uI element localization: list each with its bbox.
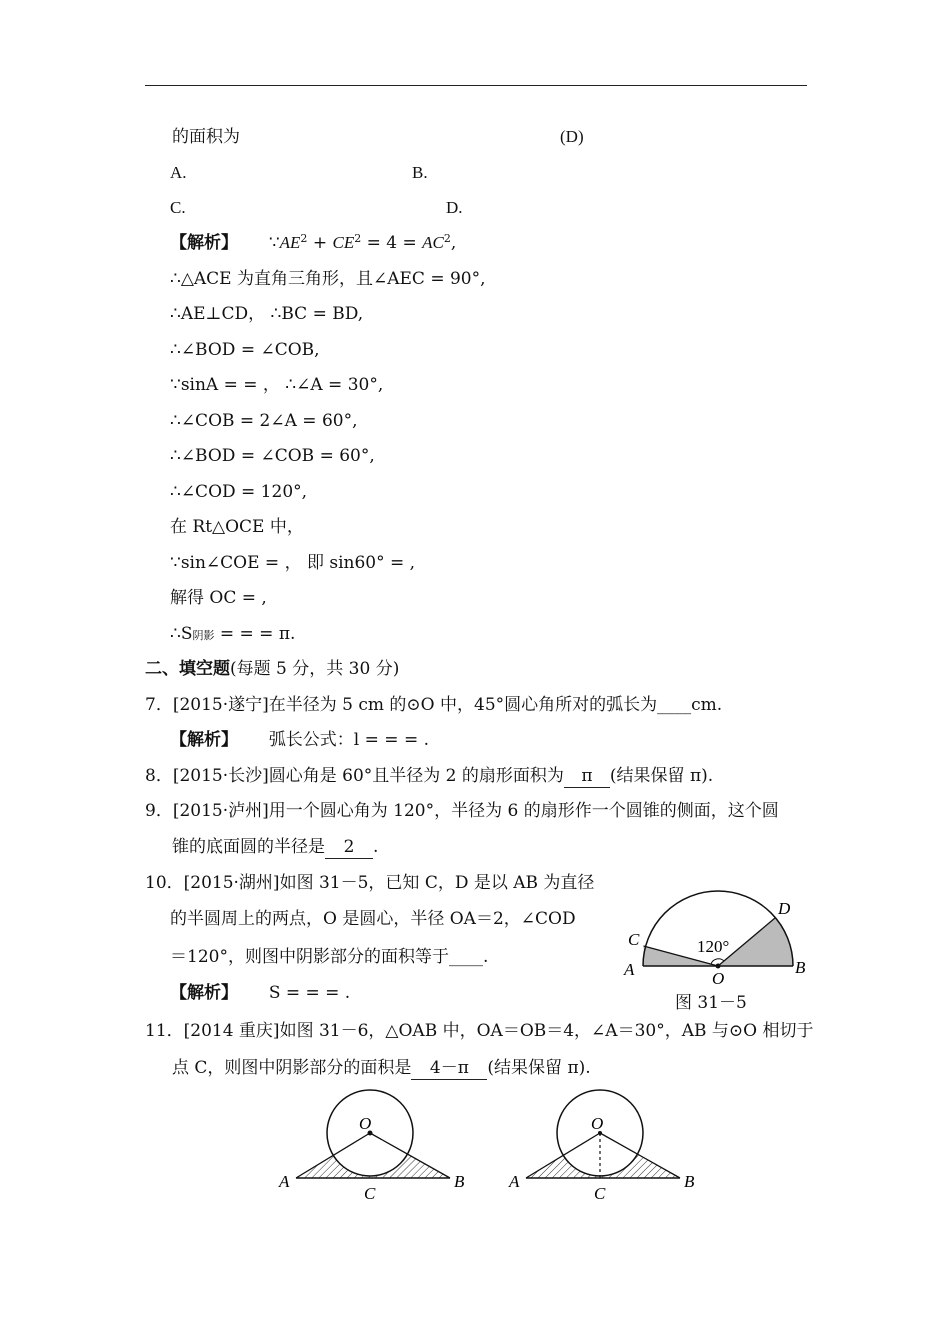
q6-solution-line-1: 【解析】 $\because AE^2 + CE^2 = 4 = AC^2$, <box>170 232 457 253</box>
figure-31-6-right <box>508 1090 695 1203</box>
label-b: B <box>454 1172 465 1191</box>
q8-text: 8．[2015·长沙]圆心角是 60°且半径为 2 的扇形面积为 π (结果保留 π). <box>145 766 714 786</box>
label-a: A <box>509 1172 520 1191</box>
q6-solution-line-6: ∴∠COB = 2∠A = 60°, <box>170 411 358 431</box>
q8-answer: π <box>564 765 610 788</box>
q6-solution-line-7: ∴∠BOD = ∠COB = 60°, <box>170 446 375 466</box>
center-point-o <box>716 964 721 969</box>
analysis-label: 【解析】 <box>170 233 238 253</box>
q9-line-2: 锥的底面圆的半径是 2 . <box>172 837 379 857</box>
q10-line-1: 10．[2015·湖州]如图 31－5，已知 C，D 是以 AB 为直径 <box>145 873 595 893</box>
q6-option-a: A. <box>170 163 187 182</box>
q9-answer: 2 <box>325 836 373 859</box>
label-a: A <box>624 960 635 979</box>
label-o: O <box>359 1114 372 1133</box>
q11-line-1: 11．[2014 重庆]如图 31－6，△OAB 中，OA＝OB＝4，∠A＝30°，AB 与⊙O 相切于 <box>145 1021 814 1041</box>
q7-text: 7．[2015·遂宁]在半径为 5 cm 的⊙O 中，45°圆心角所对的弧长为____cm. <box>145 695 723 715</box>
section-2-heading: 二、填空题(每题 5 分，共 30 分) <box>145 659 400 679</box>
q10-line-2: 的半圆周上的两点，O 是圆心，半径 OA＝2，∠COD <box>170 909 576 929</box>
figure-31-5-caption: 图 31－5 <box>675 993 747 1013</box>
label-b: B <box>684 1172 695 1191</box>
q6-stem-tail: 的面积为 <box>172 127 240 147</box>
label-d: D <box>778 899 791 918</box>
label-c: C <box>594 1184 606 1203</box>
q10-analysis: 【解析】 S = = = . <box>170 983 351 1003</box>
q6-solution-line-3: ∴AE⊥CD， ∴BC = BD, <box>170 304 364 324</box>
q6-option-c: C. <box>170 198 186 217</box>
q6-solution-line-2: ∴△ACE 为直角三角形，且∠AEC = 90°, <box>170 269 486 289</box>
q9-line-1: 9．[2015·泸州]用一个圆心角为 120°，半径为 6 的扇形作一个圆锥的侧面，这个圆 <box>145 801 779 821</box>
q10-line-3: ＝120°，则图中阴影部分的面积等于____. <box>170 947 489 967</box>
q7-analysis: 【解析】 弧长公式：l = = = . <box>170 730 430 750</box>
angle-label: 120° <box>697 937 730 956</box>
q6-solution-line-10: ∵sin∠COE = ， 即 sin60° = , <box>170 553 416 573</box>
q6-solution-line-5: ∵sinA = = ， ∴∠A = 30°, <box>170 375 384 395</box>
label-a: A <box>279 1172 290 1191</box>
label-c: C <box>628 930 640 949</box>
q6-solution-line-12: ∴S阴影 = = = π. <box>170 624 296 644</box>
header-rule <box>145 85 807 86</box>
q11-line-2: 点 C，则图中阴影部分的面积是 4－π (结果保留 π). <box>172 1058 591 1078</box>
label-b: B <box>795 958 806 977</box>
q6-solution-line-4: ∴∠BOD = ∠COB, <box>170 340 320 360</box>
figure-31-6-left <box>278 1090 465 1203</box>
q6-option-b: B. <box>412 163 428 182</box>
figure-31-5 <box>620 888 815 988</box>
q6-solution-line-9: 在 Rt△OCE 中， <box>170 517 304 537</box>
q6-answer: (D) <box>560 127 584 146</box>
label-o: O <box>712 969 725 988</box>
shaded-region <box>296 1133 450 1178</box>
figure-31-6 <box>270 1085 710 1210</box>
label-c: C <box>364 1184 376 1203</box>
shaded-region <box>526 1133 680 1178</box>
q6-solution-line-8: ∴∠COD = 120°, <box>170 482 308 502</box>
q11-answer: 4－π <box>411 1057 487 1080</box>
q6-solution-line-11: 解得 OC = , <box>170 588 267 608</box>
q6-option-d: D. <box>446 198 463 217</box>
label-o: O <box>591 1114 604 1133</box>
